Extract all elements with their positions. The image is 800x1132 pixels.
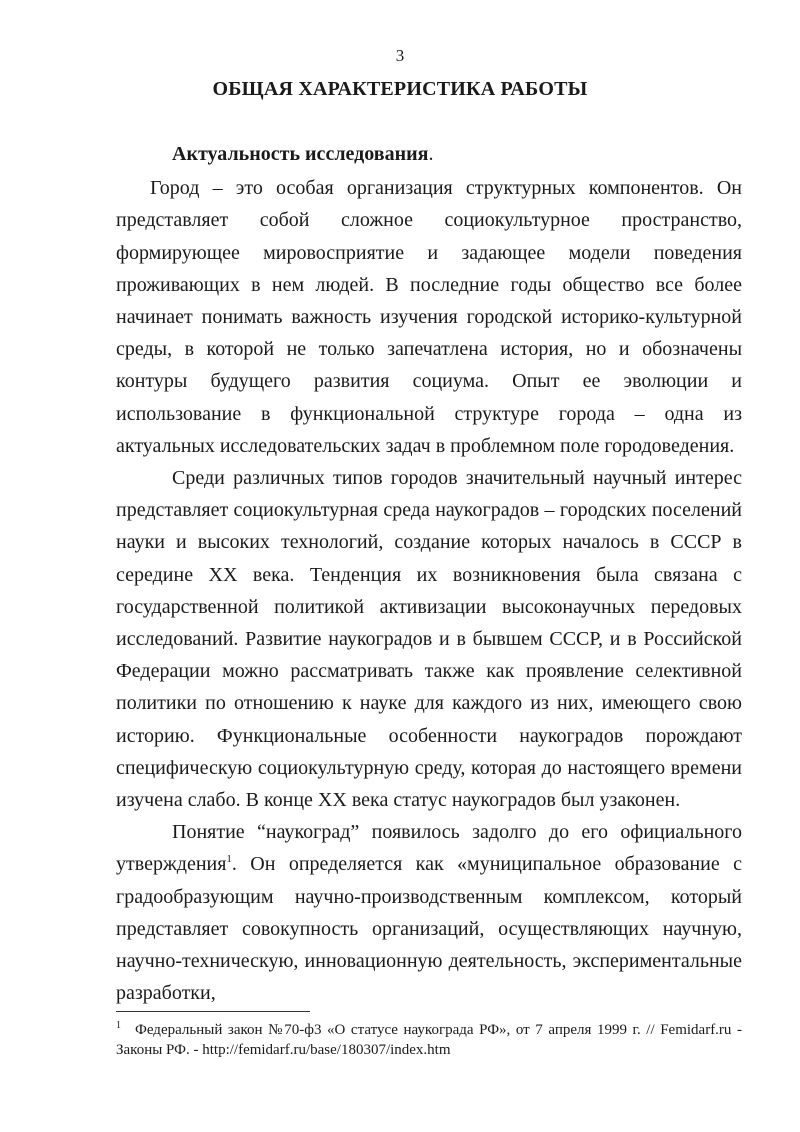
section-title [116,138,742,170]
footnote-reference: 1 [226,853,232,866]
document-heading: ОБЩАЯ ХАРАКТЕРИСТИКА РАБОТЫ [212,78,588,100]
footnote-text: Федеральный закон №70-ф3 «О статусе наукограда РФ», от 7 апреля 1999 г. // Femidarf.ru - Законы РФ. - http://femidarf.ru/base/180307/index.htm [116,1022,742,1058]
footnote-marker: 1 [116,1020,121,1031]
page-number: 3 [395,46,405,65]
footnote-divider [116,1011,310,1012]
body-text [116,138,742,1009]
paragraph-1: Город – это особая организация структурных компонентов. Он представляет собой сложное социокультурное пространство, формирующее мировосприятие и задающее модели поведения проживающих в нем людей. В последние годы общество все более начинает понимать важность изучения городской историко-культурной среды, в которой не только запечатлена история, но и обозначены контуры будущего развития социума. Опыт ее эволюции и использование в функциональной структуре города – одна из актуальных исследовательских задач в проблемном поле городоведения. [116,177,742,457]
paragraph-2: Среди различных типов городов значительный научный интерес представляет социокультурная среда наукоградов – городских поселений науки и высоких технологий, создание которых началось в СССР в середине XX века. Тенденция их возникновения была связана с государственной политикой активизации высоконаучных передовых исследований. Развитие наукоградов и в бывшем СССР, и в Российской Федерации можно рассматривать также как проявление селективной политики по отношению к науке для каждого из них, имеющего свою историю. Функциональные особенности наукоградов порождают специфическую социокультурную среду, которая до настоящего времени изучена слабо. В конце XX века статус наукоградов был узаконен. [116,467,742,812]
paragraph-3-start: Понятие “наукоград” появилось задолго до его официального утверждения [116,821,742,876]
section-title-text: Актуальность исследования [172,143,429,165]
paragraph-3 [116,816,742,1009]
section-title-period: . [428,143,434,165]
paragraph-3-rest: . Он определяется как «муниципальное образование с градообразующим научно-производственным комплексом, который представляет совокупность организаций, осуществляющих научную, научно-техническую, инновационную деятельность, экспериментальные разработки, [116,853,742,1005]
footnote [116,1020,742,1060]
